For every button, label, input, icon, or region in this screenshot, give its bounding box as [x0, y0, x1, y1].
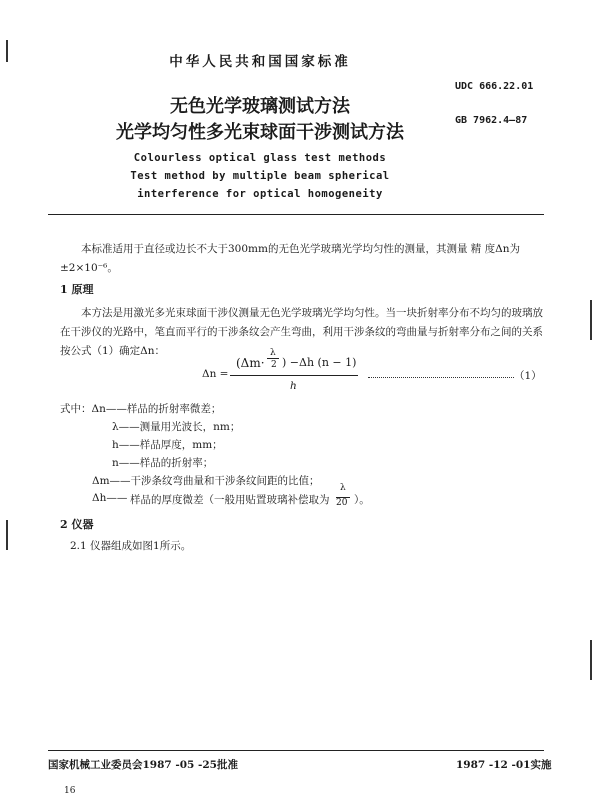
implementation-date: 1987 -12 -01实施: [456, 759, 552, 771]
leader-dots: [368, 377, 514, 378]
scan-edge-mark: [6, 520, 8, 550]
lambda-symbol: λ: [270, 348, 276, 358]
fraction-bar: [230, 375, 358, 376]
standard-publisher: 中华人民共和国国家标准: [169, 54, 351, 70]
principle-paragraph: 本方法是用激光多光束球面干涉仪测量无色光学玻璃光学均匀性。当一块折射率分布不均匀的玻璃放在干涉仪的光路中，笔直而平行的干涉条纹会产生弯曲，利用干涉条纹的弯曲量与折射率分布之间的关系按公式（1）确定Δn：: [60, 307, 543, 357]
title-divider: [48, 214, 544, 215]
udc-code: UDC 666.22.01: [455, 81, 534, 92]
title-english-line2: Test method by multiple beam spherical: [130, 170, 390, 182]
definition-item: λ——测量用光波长，nm；: [112, 421, 241, 433]
subsection-2-1: 2.1 仪器组成如图1所示。: [70, 540, 192, 552]
formula-denominator: h: [290, 380, 297, 392]
title-chinese-line2: 光学均匀性多光束球面干涉测试方法: [116, 122, 404, 143]
formula-number: （1）: [514, 370, 542, 382]
definition-item: 式中：Δn——样品的折射率微差；: [60, 403, 222, 415]
scope-paragraph: 本标准适用于直径或边长不大于300mm的无色光学玻璃光学均匀性的测量，其测量 精 度Δn为±2×10⁻⁶。: [60, 243, 520, 274]
gb-code: GB 7962.4—87: [455, 115, 528, 126]
section-1-heading: 1 原理: [60, 283, 94, 296]
page-number: 16: [64, 786, 76, 796]
formula-numerator: (Δm· λ 2 ) −Δh (n − 1): [236, 348, 357, 370]
definition-item: h——样品厚度，mm；: [112, 439, 223, 451]
definition-item: Δm——干涉条纹弯曲量和干涉条纹间距的比值；: [92, 475, 320, 487]
scan-edge-mark: [590, 300, 592, 340]
section-2-heading: 2 仪器: [60, 518, 94, 531]
title-english-line1: Colourless optical glass test methods: [133, 152, 387, 164]
definition-item: n——样品的折射率；: [112, 457, 214, 469]
approval-date: 国家机械工业委员会1987 -05 -25批准: [48, 759, 238, 771]
title-chinese-line1: 无色光学玻璃测试方法: [170, 96, 350, 117]
footer-divider: [48, 750, 544, 751]
definition-item-thickness: Δh—— 样品的厚度微差（一般用贴置玻璃补偿取为 λ 20 ）。: [92, 483, 370, 508]
title-english-line3: interference for optical homogeneity: [137, 188, 383, 200]
formula-lhs: Δn =: [202, 368, 229, 380]
formula-block: [200, 348, 545, 398]
scan-edge-mark: [590, 640, 592, 680]
